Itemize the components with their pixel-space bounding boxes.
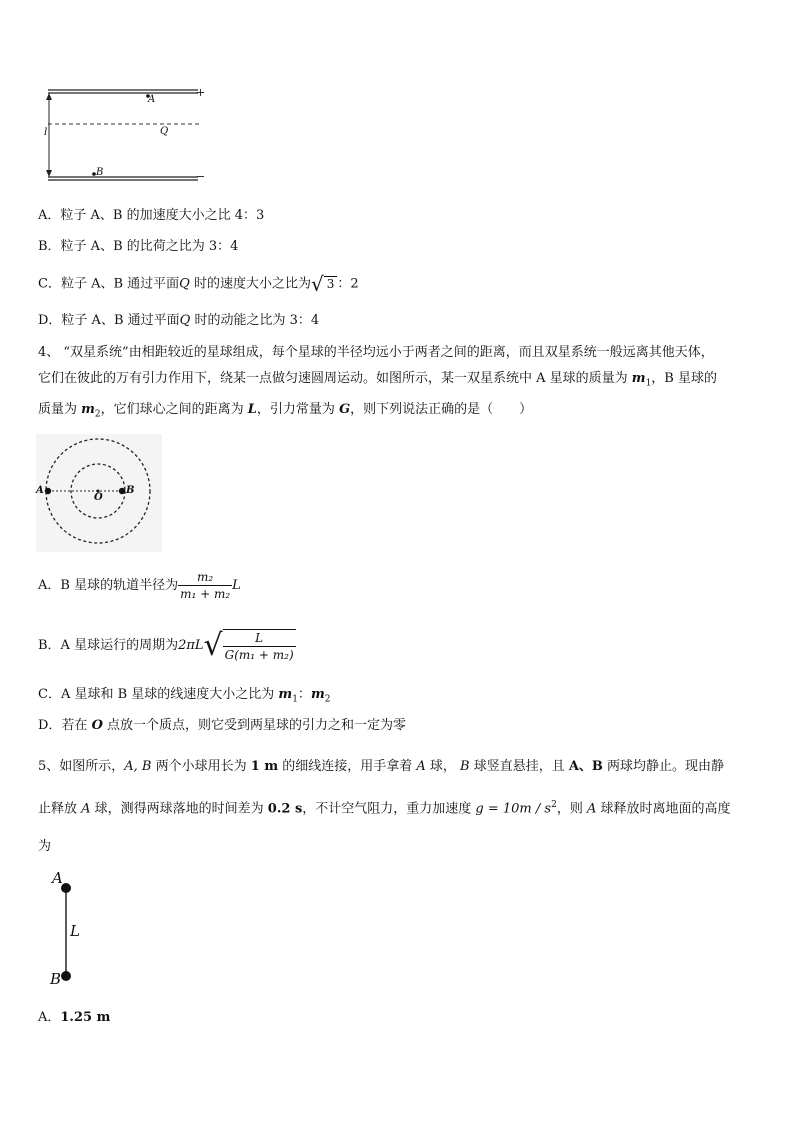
q3-option-d-q: Q (179, 313, 191, 328)
q3-option-c-q: Q (179, 276, 190, 292)
q4-option-b (38, 626, 296, 666)
q3-option-c-sqrt: 3 (324, 276, 338, 292)
minus-sign: − (196, 170, 206, 183)
q5-stem (38, 748, 758, 866)
q4-option-c: C．A 星球和 B 星球的线速度大小之比为 $m_1$：$m_2$ (38, 687, 331, 705)
label-l: l (44, 127, 48, 138)
sqrt-symbol: √ (203, 627, 223, 663)
q5-stem-line-1: 5、如图所示，A, B 两个小球用长为 1 m 的细线连接，用手拿着 A 球， B 球竖直悬挂，且 A、B 两球均静止。现由静 (38, 759, 725, 774)
center-o-label: O (94, 492, 103, 503)
q4-option-b-fraction: $\frac{L}{\text{G(m₁ + m₂)}}$ (224, 630, 294, 662)
q3-option-d (38, 312, 319, 330)
q4-option-a-l: L (232, 578, 241, 593)
ball-b-label: B (50, 970, 62, 988)
label-q: Q (160, 126, 169, 137)
q3-option-c-post: ：2 (337, 276, 359, 292)
q4-stem-line-2: 它们在彼此的万有引力作用下，绕某一点做匀速圆周运动。如图所示，某一双星系统中 A 星球的质量为 $m_1$，B 星球的 (38, 371, 717, 389)
star-a (45, 488, 51, 494)
q4-option-a (38, 566, 241, 606)
ball-b (61, 971, 71, 981)
q3-option-c-mid: 时的速度大小之比为 (189, 276, 311, 292)
q4-option-d: D．若在 O 点放一个质点，则它受到两星球的引力之和一定为零 (38, 718, 407, 733)
q3-option-d-pre: D．粒子 A、B 通过平面 (38, 313, 180, 328)
q3-option-b: B．粒子 A、B 的比荷之比为 3：4 (38, 239, 239, 254)
plus-sign: + (196, 86, 206, 99)
q5-option-a: A．1.25 m (38, 1010, 111, 1025)
q3-option-a: A．粒子 A、B 的加速度大小之比 4：3 (38, 208, 265, 223)
q4-option-a-fraction: $\frac{\text{m₂}}{\text{m₁ + m₂}}$ (180, 570, 231, 601)
q4-stem-line-1: 4、 “双星系统”由相距较近的星球组成，每个星球的半径均远小于两者之间的距离，而且双星系统一般远离其他天体， (38, 345, 714, 360)
label-b: B (96, 167, 104, 178)
q3-option-c (38, 274, 359, 294)
star-a-label: A (36, 485, 44, 496)
q5-stem-line-2: 止释放 A 球，测得两球落地的时间差为 0.2 s，不计空气阻力，重力加速度 $g = 10m / s^2$，则 A 球释放时离地面的高度 (38, 800, 731, 817)
q5-stem-line-3: 为 (38, 839, 52, 855)
label-a: A (148, 94, 156, 105)
q4-option-b-coef: 2πL (178, 638, 204, 653)
ball-a-label: A (52, 869, 63, 887)
q3-option-c-pre: C．粒子 A、B 通过平面 (38, 276, 180, 292)
star-b-label: B (126, 485, 135, 496)
q4-option-a-pre: A．B 星球的轨道半径为 (38, 578, 179, 593)
q4-stem-line-3: 质量为 $m_2$，它们球心之间的距离为 L，引力常量为 G，则下列说法正确的是（ ） (38, 401, 533, 420)
q4-option-b-pre: B．A 星球运行的周期为 (38, 638, 179, 653)
parallel-plates-figure (40, 84, 210, 188)
string-l-label: L (70, 922, 80, 940)
q4-stem (38, 340, 758, 427)
star-b (119, 488, 125, 494)
sqrt-symbol: √ (310, 272, 324, 296)
q3-option-d-post: 时的动能之比为 3：4 (190, 313, 320, 328)
